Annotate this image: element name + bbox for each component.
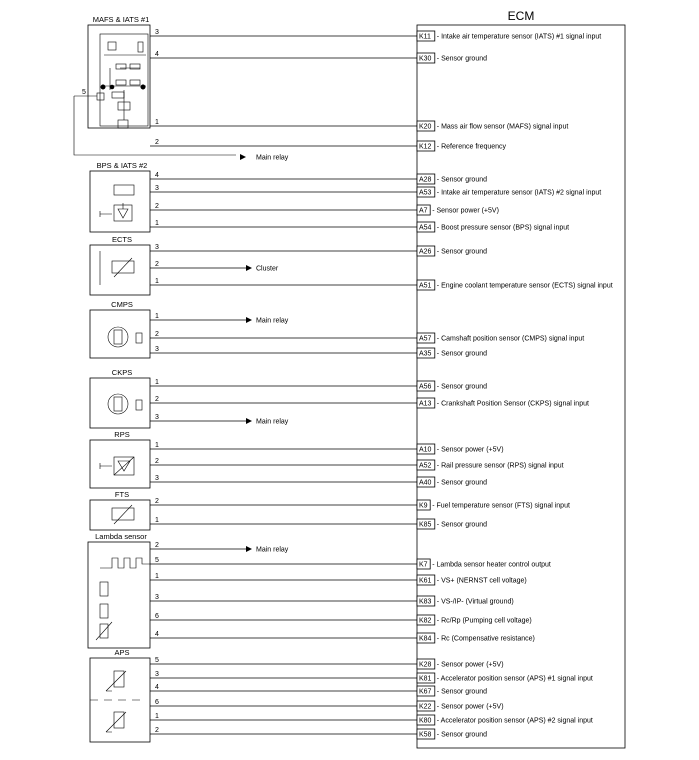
signal-description: - Accelerator position sensor (APS) #2 signal input bbox=[436, 717, 593, 725]
pin-number: 4 bbox=[155, 51, 159, 58]
signal-description: - Camshaft position sensor (CMPS) signal input bbox=[436, 335, 585, 343]
pin-number: 3 bbox=[155, 346, 159, 353]
signal-description: - Sensor ground bbox=[436, 350, 488, 358]
signal-description: - Rc (Compensative resistance) bbox=[436, 635, 535, 643]
ecm-terminal-id: A26 bbox=[419, 248, 432, 256]
ecm-terminal-id: A57 bbox=[419, 335, 432, 343]
signal-description: - Intake air temperature sensor (IATS) #1 signal input bbox=[436, 33, 602, 41]
signal-description: - Engine coolant temperature sensor (ECTS) signal input bbox=[436, 282, 613, 290]
ckps-pickup-icon bbox=[108, 394, 142, 414]
pin-number: 1 bbox=[155, 442, 159, 449]
pin-number: 2 bbox=[155, 542, 159, 549]
sensor-title: APS bbox=[114, 648, 130, 657]
sensor-title: Lambda sensor bbox=[95, 532, 147, 541]
ecm-terminal-id: K83 bbox=[419, 598, 432, 606]
ecm-terminal-id: A56 bbox=[419, 383, 432, 391]
sensor-aps bbox=[90, 648, 593, 742]
lambda-heater-icon bbox=[96, 558, 150, 640]
sensor-ckps-box bbox=[90, 378, 150, 428]
ecm-terminal-id: A35 bbox=[419, 350, 432, 358]
route-label: Main relay bbox=[256, 317, 289, 325]
signal-description: - Sensor ground bbox=[436, 521, 488, 529]
ecm-terminal-id: K9 bbox=[419, 502, 428, 510]
sensor-ects-box bbox=[90, 245, 150, 295]
ecm-terminal-id: K12 bbox=[419, 143, 432, 151]
pin-number: 1 bbox=[155, 313, 159, 320]
ecm-terminal-id: A54 bbox=[419, 224, 432, 232]
ecm-title: ECM bbox=[507, 9, 535, 23]
sensor-lambda bbox=[88, 532, 551, 648]
sensor-fts bbox=[90, 490, 570, 530]
sensor-mafs bbox=[82, 15, 601, 162]
signal-description: - Sensor ground bbox=[436, 55, 488, 63]
bps-schematic-icon bbox=[100, 185, 134, 221]
signal-description: - Lambda sensor heater control output bbox=[432, 561, 551, 569]
pin-number: 3 bbox=[155, 185, 159, 192]
cmps-pickup-icon bbox=[108, 327, 142, 347]
pin-number: 1 bbox=[155, 119, 159, 126]
sensor-title: CKPS bbox=[111, 368, 133, 377]
signal-description: - Crankshaft Position Sensor (CKPS) signal input bbox=[436, 400, 589, 408]
signal-description: - Sensor ground bbox=[436, 248, 488, 256]
pin-number: 1 bbox=[155, 713, 159, 720]
sensor-bps-box bbox=[90, 171, 150, 232]
ecm-terminal-id: A13 bbox=[419, 400, 432, 408]
pin-number: 6 bbox=[155, 613, 159, 620]
pin-number: 3 bbox=[155, 244, 159, 251]
sensor-cmps-box bbox=[90, 310, 150, 358]
fts-thermistor-icon bbox=[112, 505, 134, 524]
sensor-rps bbox=[90, 430, 564, 488]
pin-number: 1 bbox=[155, 278, 159, 285]
pin-number: 3 bbox=[155, 594, 159, 601]
ecm-terminal-id: A40 bbox=[419, 479, 432, 487]
pin-number: 2 bbox=[155, 139, 159, 146]
pin-number: 2 bbox=[155, 203, 159, 210]
sensor-title: CMPS bbox=[111, 300, 133, 309]
signal-description: - Fuel temperature sensor (FTS) signal input bbox=[432, 502, 570, 510]
signal-description: - Sensor ground bbox=[436, 731, 488, 739]
ecm-terminal-id: A53 bbox=[419, 189, 432, 197]
pin-number: 2 bbox=[155, 458, 159, 465]
sensor-cmps bbox=[90, 300, 584, 358]
pin-number: 2 bbox=[155, 727, 159, 734]
signal-description: - Rc/Rp (Pumping cell voltage) bbox=[436, 617, 532, 625]
pin-number: 3 bbox=[155, 475, 159, 482]
ecm-terminal-id: K30 bbox=[419, 55, 432, 63]
signal-description: - Sensor ground bbox=[436, 176, 488, 184]
sensor-title: ECTS bbox=[111, 235, 133, 244]
signal-description: - Sensor power (+5V) bbox=[432, 207, 499, 215]
pin-number: 2 bbox=[155, 396, 159, 403]
ecm-terminal-id: A7 bbox=[419, 207, 428, 215]
signal-description: - Intake air temperature sensor (IATS) #2 signal input bbox=[436, 189, 602, 197]
pin-number: 4 bbox=[155, 631, 159, 638]
sensor-title: BPS & IATS #2 bbox=[96, 161, 148, 170]
ecm-terminal-id: A51 bbox=[419, 282, 432, 290]
signal-description: - Sensor power (+5V) bbox=[436, 446, 504, 454]
aps-potentiometer-icon bbox=[90, 671, 140, 732]
ecm-terminal-id: K85 bbox=[419, 521, 432, 529]
pin-number: 2 bbox=[155, 261, 159, 268]
signal-description: - Mass air flow sensor (MAFS) signal input bbox=[436, 123, 569, 131]
ecm-terminal-id: A10 bbox=[419, 446, 432, 454]
signal-description: - Sensor ground bbox=[436, 383, 488, 391]
pin-number: 1 bbox=[155, 517, 159, 524]
signal-description: - Sensor ground bbox=[436, 688, 488, 696]
ecm-terminal-id: K28 bbox=[419, 661, 432, 669]
ecm-terminal-id: K81 bbox=[419, 675, 432, 683]
ecm-terminal-id: K84 bbox=[419, 635, 432, 643]
ecm-terminal-id: A52 bbox=[419, 462, 432, 470]
pin-number: 5 bbox=[82, 89, 86, 96]
ects-thermistor-icon bbox=[100, 251, 134, 285]
ecm-terminal-id: K80 bbox=[419, 717, 432, 725]
signal-description: - Rail pressure sensor (RPS) signal input bbox=[436, 462, 564, 470]
signal-description: - Sensor ground bbox=[436, 479, 488, 487]
pin-number: 3 bbox=[155, 29, 159, 36]
pin-number: 1 bbox=[155, 220, 159, 227]
ecm-terminal-id: K67 bbox=[419, 688, 432, 696]
sensor-ckps bbox=[90, 368, 589, 428]
sensor-ects bbox=[90, 235, 613, 295]
ecm-terminal-id: K61 bbox=[419, 577, 432, 585]
signal-description: - VS+ (NERNST cell voltage) bbox=[436, 577, 527, 585]
signal-description: - Boost pressure sensor (BPS) signal input bbox=[436, 224, 570, 232]
ecm-terminal-id: K82 bbox=[419, 617, 432, 625]
ecm-terminal-id: K58 bbox=[419, 731, 432, 739]
signal-description: - VS-/IP- (Virtual ground) bbox=[436, 598, 514, 606]
sensor-title: MAFS & IATS #1 bbox=[92, 15, 150, 24]
route-label: Main relay bbox=[256, 154, 289, 162]
route-label: Main relay bbox=[256, 546, 289, 554]
pin-number: 1 bbox=[155, 379, 159, 386]
signal-description: - Sensor power (+5V) bbox=[436, 661, 504, 669]
pin-number: 1 bbox=[155, 573, 159, 580]
pin-number: 3 bbox=[155, 414, 159, 421]
rps-pressure-icon bbox=[100, 457, 134, 475]
pin-number: 4 bbox=[155, 172, 159, 179]
ecm-terminal-id: K11 bbox=[419, 33, 431, 41]
sensor-title: FTS bbox=[114, 490, 130, 499]
pin-number: 4 bbox=[155, 684, 159, 691]
sensor-bps bbox=[90, 161, 601, 232]
pin-number: 5 bbox=[155, 557, 159, 564]
route-label: Main relay bbox=[256, 418, 289, 426]
sensor-mafs-box bbox=[88, 25, 150, 128]
pin-number: 5 bbox=[155, 657, 159, 664]
ecm-terminal-id: K7 bbox=[419, 561, 428, 569]
pin-number: 3 bbox=[155, 671, 159, 678]
ecm-terminal-id: A28 bbox=[419, 176, 432, 184]
sensor-fts-box bbox=[90, 500, 150, 530]
sensor-title: RPS bbox=[114, 430, 130, 439]
route-label: Cluster bbox=[256, 265, 279, 273]
ecm-terminal-id: K20 bbox=[419, 123, 432, 131]
signal-description: - Sensor power (+5V) bbox=[436, 703, 504, 711]
signal-description: - Reference frequency bbox=[436, 143, 507, 151]
pin-number: 2 bbox=[155, 498, 159, 505]
ecm-terminal-id: K22 bbox=[419, 703, 432, 711]
signal-description: - Accelerator position sensor (APS) #1 signal input bbox=[436, 675, 593, 683]
pin-number: 6 bbox=[155, 699, 159, 706]
pin-number: 2 bbox=[155, 331, 159, 338]
